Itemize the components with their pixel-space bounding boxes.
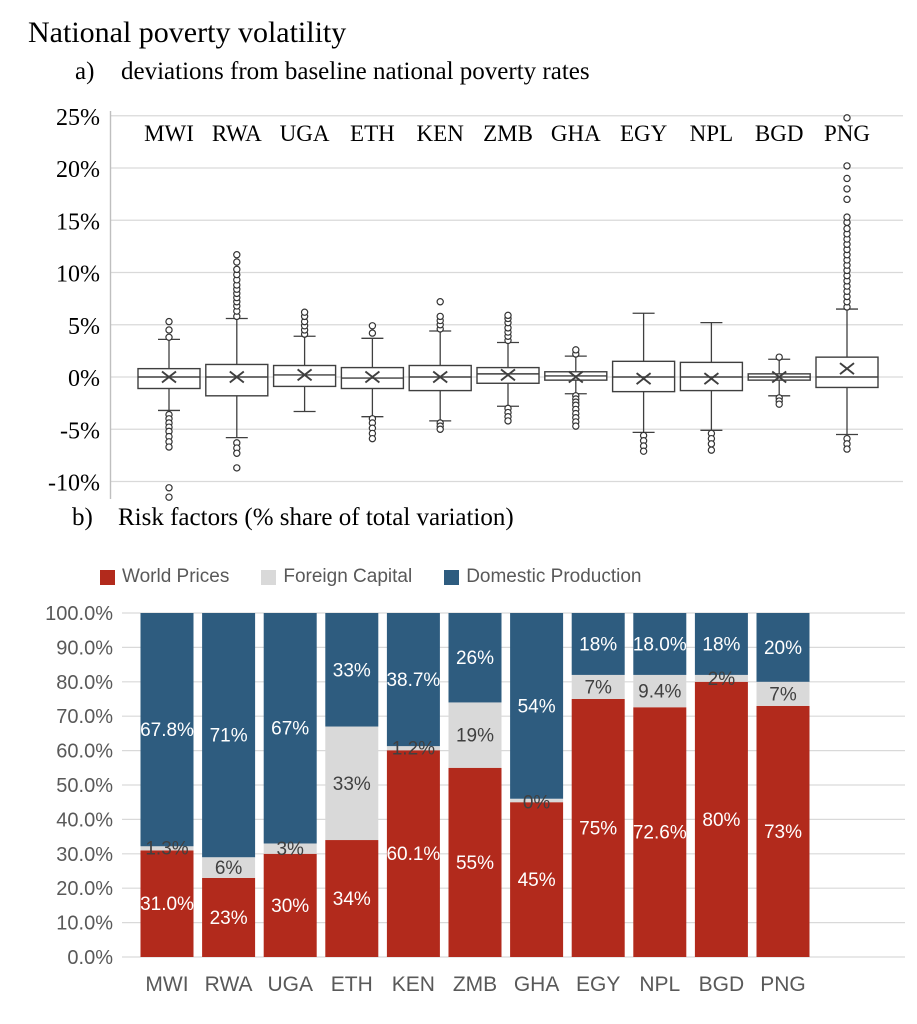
label-foreign-capital: 2% [707,668,736,690]
x-tick-label-BGD: BGD [698,973,745,996]
bar-GHA [510,613,563,957]
x-tick-label-ZMB: ZMB [452,973,498,996]
category-label-PNG: PNG [823,121,871,146]
outlier-point [437,426,443,432]
label-domestic-production: 38.7% [386,670,441,692]
bar-ETH [325,613,378,957]
panel-b-index: b) [72,504,93,531]
label-foreign-capital: 7% [584,677,612,699]
bar-RWA [202,613,255,957]
label-domestic-production: 18% [579,634,618,656]
label-domestic-production: 20% [763,637,803,659]
y-tick-label: 50.0% [56,775,113,797]
bar-BGD [695,613,748,957]
outlier-point [234,465,240,471]
outlier-point [369,323,375,329]
label-world-prices: 60.1% [386,844,441,866]
label-world-prices: 75% [579,818,618,840]
outlier-point [844,446,850,452]
label-foreign-capital: 19% [455,725,495,747]
outlier-point [844,115,850,121]
legend-label-foreign-capital: Foreign Capital [283,566,413,587]
label-world-prices: 31.0% [140,894,194,916]
boxplot-GHA [545,347,607,429]
boxplot-ZMB [477,312,539,424]
outlier-point [844,214,850,220]
label-world-prices: 45% [517,870,556,892]
label-domestic-production: 54% [517,696,556,718]
boxplot-BGD [748,354,810,407]
y-tick-label: 60.0% [56,740,113,763]
y-tick-label: 80.0% [56,671,113,694]
outlier-point [302,309,308,315]
world-prices-swatch-icon [100,570,115,585]
foreign-capital-swatch-icon [261,570,276,585]
label-foreign-capital: 6% [214,858,243,880]
domestic-production-swatch-icon [444,570,459,585]
boxplot-ETH [341,323,403,442]
y-tick-label: 20.0% [56,878,113,901]
outlier-point [844,196,850,202]
category-label-ETH: ETH [350,121,395,146]
label-foreign-capital: 9.4% [638,681,682,703]
outlier-point [234,252,240,258]
outlier-point [369,330,375,336]
outlier-point [573,423,579,429]
outlier-point [166,485,172,491]
x-tick-label-GHA: GHA [513,973,560,996]
page-title: National poverty volatility [28,16,347,49]
panel-b-caption [72,504,514,532]
boxplot-EGY [613,313,675,454]
outlier-point [437,299,443,305]
outlier-point [844,186,850,192]
label-domestic-production: 26% [455,648,495,670]
label-world-prices: 73% [763,821,803,843]
label-foreign-capital: 1.2% [391,738,436,760]
legend [100,566,641,588]
panel-b-title: Risk factors (% share of total variation) [118,504,514,531]
stacked-bar-chart [0,600,917,1024]
label-foreign-capital: 33% [332,773,371,795]
outlier-point [505,312,511,318]
outlier-point [573,347,579,353]
outlier-point [234,259,240,265]
x-tick-label-UGA: UGA [267,973,313,996]
x-tick-label-EGY: EGY [576,973,621,996]
category-label-NPL: NPL [689,121,734,146]
bar-UGA [264,613,317,957]
label-foreign-capital: 3% [276,839,304,861]
boxplot-RWA [206,252,268,471]
outlier-point [844,226,850,232]
bar-ZMB [449,613,502,957]
category-label-UGA: UGA [279,121,330,146]
outlier-point [776,354,782,360]
bar-KEN [386,613,440,957]
category-label-BGD: BGD [754,121,804,146]
legend-label-world-prices: World Prices [122,566,230,587]
category-label-KEN: KEN [416,121,464,146]
y-tick-label: 90.0% [56,637,113,660]
y-tick-label: 25% [56,104,100,131]
outlier-point [437,313,443,319]
outlier-point [708,447,714,453]
outlier-point [166,494,172,500]
label-world-prices: 80% [702,809,741,831]
label-world-prices: 34% [332,889,371,911]
label-world-prices: 23% [209,907,248,929]
y-tick-label: 10.0% [56,912,113,935]
label-foreign-capital: 7% [769,684,797,706]
y-tick-label: 20% [56,157,100,183]
panel-a-title: deviations from baseline national poverty rates [121,58,590,85]
legend-label-domestic-production: Domestic Production [466,566,642,587]
boxplot-MWI [138,319,200,501]
outlier-point [708,441,714,447]
label-domestic-production: 18% [702,634,741,656]
label-world-prices: 30% [271,895,310,917]
category-label-RWA: RWA [211,121,262,146]
label-domestic-production: 67.8% [140,720,194,742]
outlier-point [844,175,850,181]
y-tick-label: 0.0% [67,947,113,969]
boxplot-KEN [409,299,471,433]
y-tick-label: 5% [68,313,100,340]
outlier-point [369,436,375,442]
y-tick-label: 30.0% [56,843,113,866]
outlier-point [234,266,240,272]
label-domestic-production: 71% [209,725,248,747]
y-tick-label: 100.0% [45,603,113,625]
x-tick-label-MWI: MWI [145,973,189,996]
y-tick-label: 0% [68,366,100,392]
outlier-point [505,418,511,424]
x-tick-label-KEN: KEN [391,973,435,996]
bar-PNG [757,613,810,957]
outlier-point [776,401,782,407]
outlier-point [844,163,850,169]
boxplot-chart [0,85,917,504]
category-label-GHA: GHA [550,121,601,146]
category-label-EGY: EGY [619,121,668,146]
bar-NPL [633,613,687,957]
outlier-point [641,448,647,454]
legend-item-world-prices [100,566,229,588]
x-tick-label-PNG: PNG [760,973,806,996]
legend-item-foreign-capital [261,566,412,588]
panel-a-caption [75,58,590,86]
label-foreign-capital: 1.3% [145,838,189,860]
y-tick-label: -5% [60,418,100,445]
x-tick-label-RWA: RWA [204,973,253,996]
outlier-point [166,319,172,325]
outlier-point [234,450,240,456]
label-foreign-capital: 0% [522,792,551,814]
category-label-ZMB: ZMB [483,121,533,146]
y-tick-label: 70.0% [56,706,113,729]
boxplot-NPL [680,323,742,454]
bar-MWI [140,613,194,957]
y-tick-label: 40.0% [56,809,113,832]
label-domestic-production: 33% [332,660,371,682]
y-tick-label: 10% [56,261,100,288]
label-world-prices: 72.6% [632,822,687,844]
x-tick-label-NPL: NPL [639,973,681,996]
bar-EGY [572,613,625,957]
x-tick-label-ETH: ETH [330,973,373,996]
legend-item-domestic-production [444,566,641,588]
outlier-point [166,444,172,450]
label-domestic-production: 67% [271,718,310,740]
y-tick-label: 15% [56,209,100,236]
label-domestic-production: 18.0% [632,634,687,656]
panel-a-index: a) [75,58,95,85]
y-tick-label: -10% [48,470,100,497]
label-world-prices: 55% [455,852,495,874]
outlier-point [166,334,172,340]
boxplot-PNG [816,115,878,452]
category-label-MWI: MWI [144,121,194,146]
outlier-point [166,327,172,333]
